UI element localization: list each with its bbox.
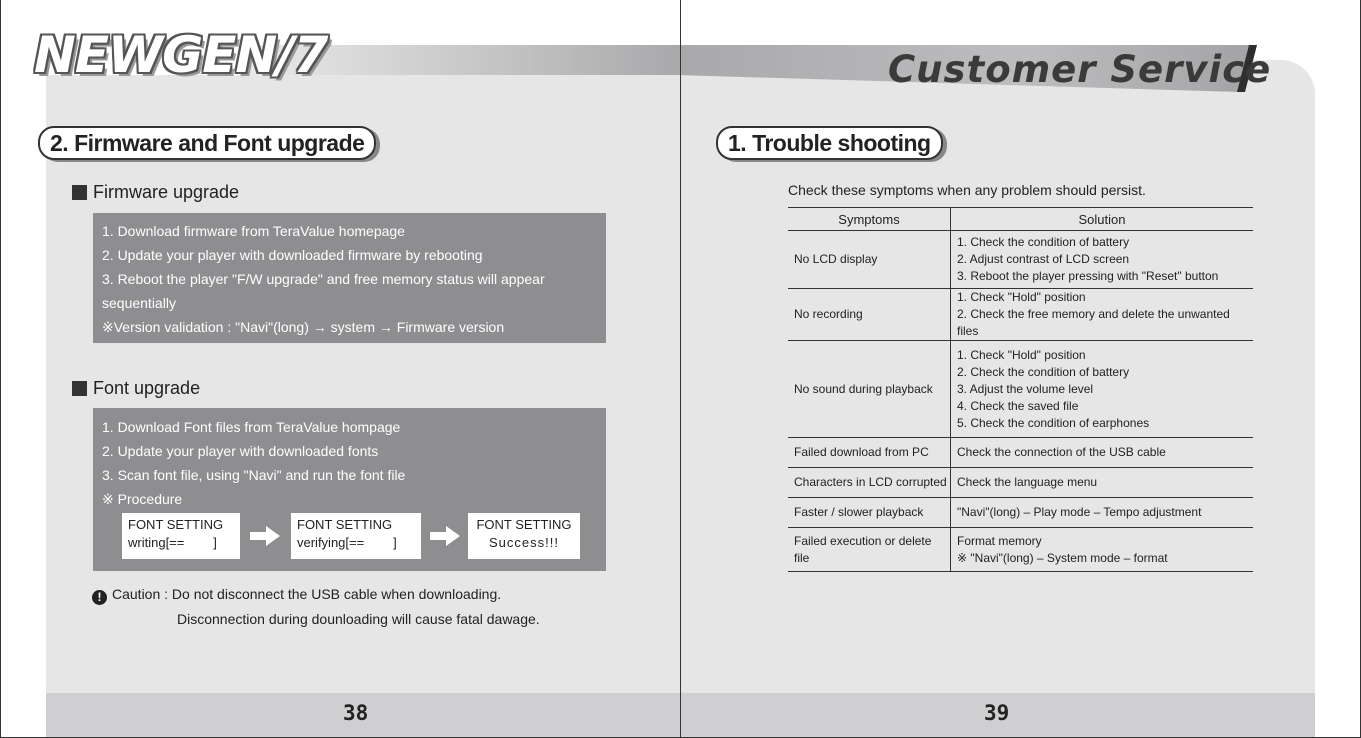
solution-cell: [951, 528, 1254, 572]
font-heading-text: Font upgrade: [93, 378, 201, 398]
symptom-cell: Failed execution or delete file: [788, 528, 951, 572]
column-header-solution: Solution: [951, 208, 1254, 231]
solution-cell: [951, 231, 1254, 289]
font-step: 1. Download Font files from TeraValue hompage: [102, 419, 401, 435]
font-step: 2. Update your player with downloaded fonts: [102, 443, 379, 459]
symptom-cell: Failed download from PC: [788, 438, 951, 468]
customer-service-title: Customer Service: [888, 48, 1272, 91]
section-title-trouble-shooting: 1. Trouble shooting: [716, 126, 943, 160]
firmware-upgrade-heading: [72, 182, 239, 203]
solution-cell: [951, 289, 1254, 341]
page-number-right: 39: [984, 701, 1010, 725]
table-row: [788, 468, 1253, 498]
table-row: [788, 438, 1253, 468]
firmware-step: 2. Update your player with downloaded firmware by rebooting: [102, 247, 483, 263]
solution-line: ※ "Navi"(long) – System mode – format: [957, 550, 1168, 565]
alert-icon: !: [92, 590, 107, 605]
symptom-cell: No LCD display: [788, 231, 951, 289]
column-header-symptoms: Symptoms: [788, 208, 951, 231]
solution-line: 2. Adjust contrast of LCD screen: [957, 252, 1130, 266]
page-number-left: 38: [343, 701, 369, 725]
font-setting-status: writing[== ]: [128, 535, 217, 550]
font-step: 3. Scan font file, using "Navi" and run the font file: [102, 467, 406, 483]
solution-line: 3. Adjust the volume level: [957, 381, 1094, 396]
firmware-step: 3. Reboot the player "F/W upgrade" and free memory status will appear: [102, 271, 545, 287]
font-setting-verifying-screen: [291, 513, 421, 559]
symptom-cell: Characters in LCD corrupted: [788, 468, 951, 498]
solution-cell: [951, 438, 1254, 468]
font-setting-success-screen: [468, 513, 580, 559]
brand-logo-text: NEWGEN/7: [34, 26, 328, 84]
table-header-row: [788, 208, 1253, 231]
solution-line: "Navi"(long) – Play mode – Tempo adjustment: [957, 505, 1202, 519]
right-arrow-icon: [250, 526, 280, 546]
square-bullet-icon: [72, 185, 87, 200]
font-setting-writing-screen: [122, 513, 240, 559]
solution-line: Check the connection of the USB cable: [957, 445, 1166, 459]
solution-cell: [951, 468, 1254, 498]
table-row: [788, 528, 1253, 572]
font-setting-status: Success!!!: [489, 535, 559, 550]
trouble-shooting-table: [788, 207, 1253, 572]
symptom-cell: No recording: [788, 289, 951, 341]
trouble-intro-text: Check these symptoms when any problem should persist.: [788, 182, 1146, 198]
solution-cell: [951, 341, 1254, 438]
version-validation-note: ※Version validation : "Navi"(long) → system → Firmware version: [102, 319, 505, 335]
frame-left: [0, 0, 1, 738]
square-bullet-icon: [72, 381, 87, 396]
firmware-heading-text: Firmware upgrade: [93, 182, 240, 202]
solution-line: 5. Check the condition of earphones: [957, 415, 1150, 430]
font-steps-box: [93, 408, 606, 571]
brand-logo: [34, 12, 328, 107]
solution-cell: [951, 498, 1254, 528]
solution-line: 1. Check the condition of battery: [957, 235, 1130, 249]
solution-line: Check the language menu: [957, 475, 1098, 489]
table-row: [788, 341, 1253, 438]
table-row: [788, 498, 1253, 528]
solution-line: 3. Reboot the player pressing with "Reset" button: [957, 269, 1219, 283]
firmware-steps-box: [93, 213, 606, 343]
solution-line: 2. Check the free memory and delete the unwanted files: [957, 307, 1230, 338]
page-spine: [680, 0, 681, 738]
procedure-label: ※ Procedure: [102, 491, 183, 507]
symptom-cell: Faster / slower playback: [788, 498, 951, 528]
section-title-firmware-font: 2. Firmware and Font upgrade: [38, 126, 376, 160]
solution-line: 1. Check "Hold" position: [957, 290, 1086, 304]
firmware-step: 1. Download firmware from TeraValue homepage: [102, 223, 405, 239]
solution-line: 2. Check the condition of battery: [957, 364, 1130, 379]
font-upgrade-heading: [72, 378, 200, 399]
firmware-step: sequentially: [102, 295, 176, 311]
caution-line-2: Disconnection during dounloading will cause fatal dawage.: [177, 611, 540, 627]
font-setting-title: FONT SETTING: [297, 517, 393, 532]
caution-line-1: Caution : Do not disconnect the USB cable when downloading.: [112, 586, 502, 602]
symptom-cell: No sound during playback: [788, 341, 951, 438]
solution-line: Format memory: [957, 533, 1042, 548]
table-row: [788, 289, 1253, 341]
table-row: [788, 231, 1253, 289]
font-setting-title: FONT SETTING: [128, 517, 224, 532]
solution-line: 4. Check the saved file: [957, 398, 1079, 413]
font-setting-status: verifying[== ]: [297, 535, 397, 550]
solution-line: 1. Check "Hold" position: [957, 347, 1086, 362]
font-setting-title: FONT SETTING: [476, 517, 572, 532]
caution-note: [92, 586, 501, 605]
right-arrow-icon: [430, 526, 460, 546]
